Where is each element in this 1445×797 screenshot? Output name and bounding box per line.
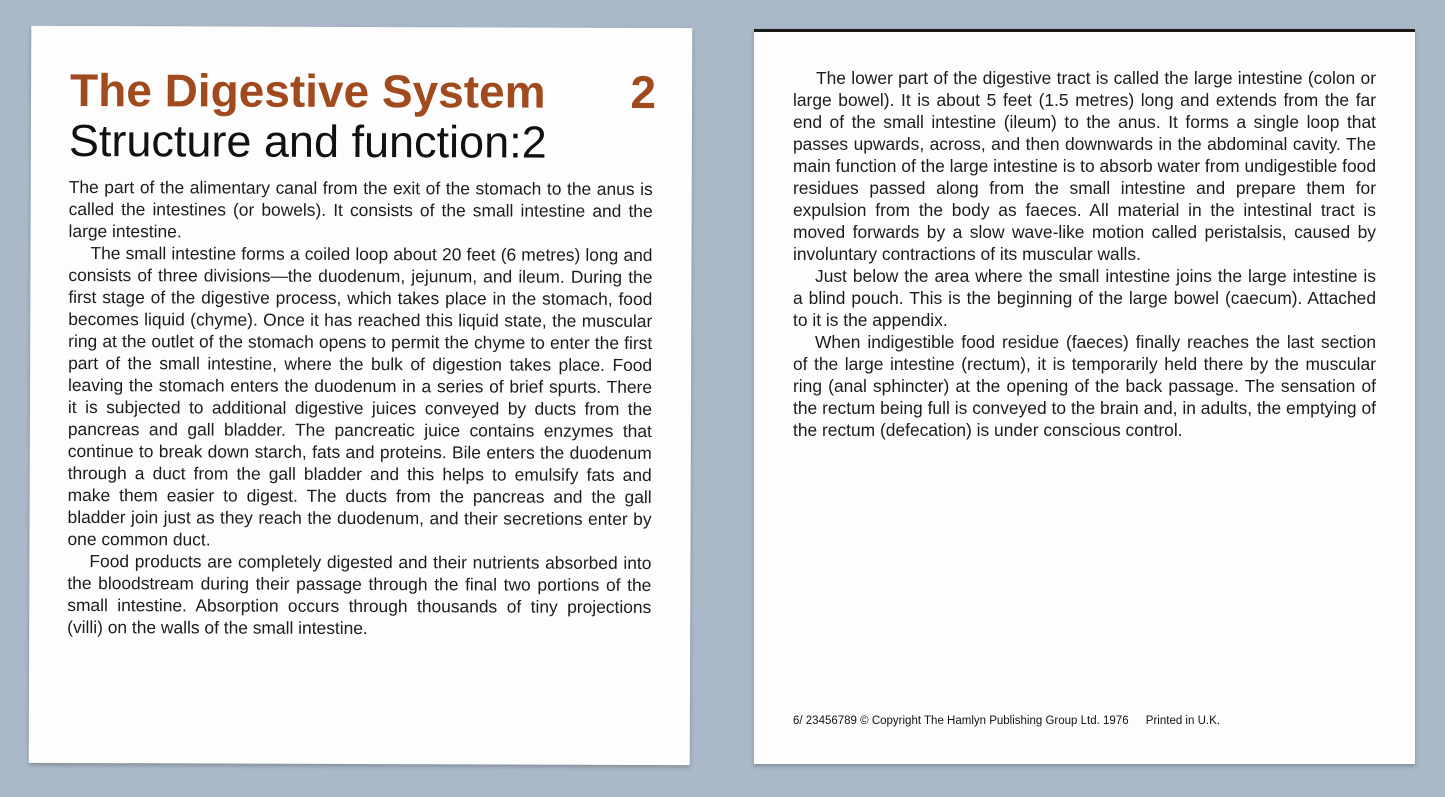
card-code: 6/ 23456789 [793,715,857,727]
copyright-notice: © Copyright The Hamlyn Publishing Group Ltd. 1976 [860,715,1129,727]
card-number: 2 [630,65,657,119]
title-row [70,64,656,118]
front-body-text [67,176,653,640]
card-front [29,26,693,765]
printed-in: Printed in U.K. [1145,715,1220,727]
card-subtitle: Structure and function:2 [68,114,547,168]
back-paragraph-3: When indigestible food residue (faeces) finally reaches the last section of the large intestine (rectum), it is temporarily held there by the muscular ring (anal sphincter) at the opening of the back passage. The sensation of the rectum being full is conveyed to the brain and, in adults, the emptying of the rectum (defecation) is under conscious control. [793,332,1376,440]
card-back [754,29,1415,764]
front-paragraph-1: The part of the alimentary canal from the exit of the stomach to the anus is called the intestines (or bowels). It consists of the small intestine and the large intestine. [68,176,653,242]
front-paragraph-2: The small intestine forms a coiled loop about 20 feet (6 metres) long and consists of three divisions—the duodenum, jejunum, and ileum. During the first stage of the digestive process, which takes place in the stomach, food becomes liquid (chyme). Once it has reached this liquid state, the muscular ring at the outlet of the stomach opens to permit the chyme to enter the first part of the small intestine, where the bulk of digestion takes place. Food leaving the stomach enters the duodenum in a series of brief spurts. There it is subjected to additional digestive juices conveyed by ducts from the pancreas and gall bladder. The pancreatic juice contains enzymes that continue to break down starch, fats and proteins. Bile enters the duodenum through a duct from the gall bladder and this helps to emulsify fats and make them easier to digest. The ducts from the pancreas and the gall bladder join just as they reach the duodenum, and their secretions enter by one common duct. [67,243,653,550]
copyright-footer [793,715,1220,727]
back-paragraph-2: Just below the area where the small intestine joins the large intestine is a blind pouch. This is the beginning of the large bowel (caecum). Attached to it is the appendix. [793,266,1376,330]
back-body-text [793,67,1376,441]
card-title: The Digestive System [69,63,546,118]
back-paragraph-1: The lower part of the digestive tract is called the large intestine (colon or large bowel). It is about 5 feet (1.5 metres) long and extends from the far end of the small intestine (ileum) to the anus. It forms a single loop that passes upwards, across, and then downwards in the abdominal cavity. The main function of the large intestine is to absorb water from undigestible food residues passed along from the small intestine and prepare them for expulsion from the body as faeces. All material in the intestinal tract is moved forwards by a slow wave-like motion called peristalsis, caused by involuntary contractions of its muscular walls. [793,68,1376,264]
front-paragraph-3: Food products are completely digested and their nutrients absorbed into the bloodstream during their passage through the final two portions of the small intestine. Absorption occurs through thousands of tiny projections (villi) on the walls of the small intestine. [67,551,652,639]
